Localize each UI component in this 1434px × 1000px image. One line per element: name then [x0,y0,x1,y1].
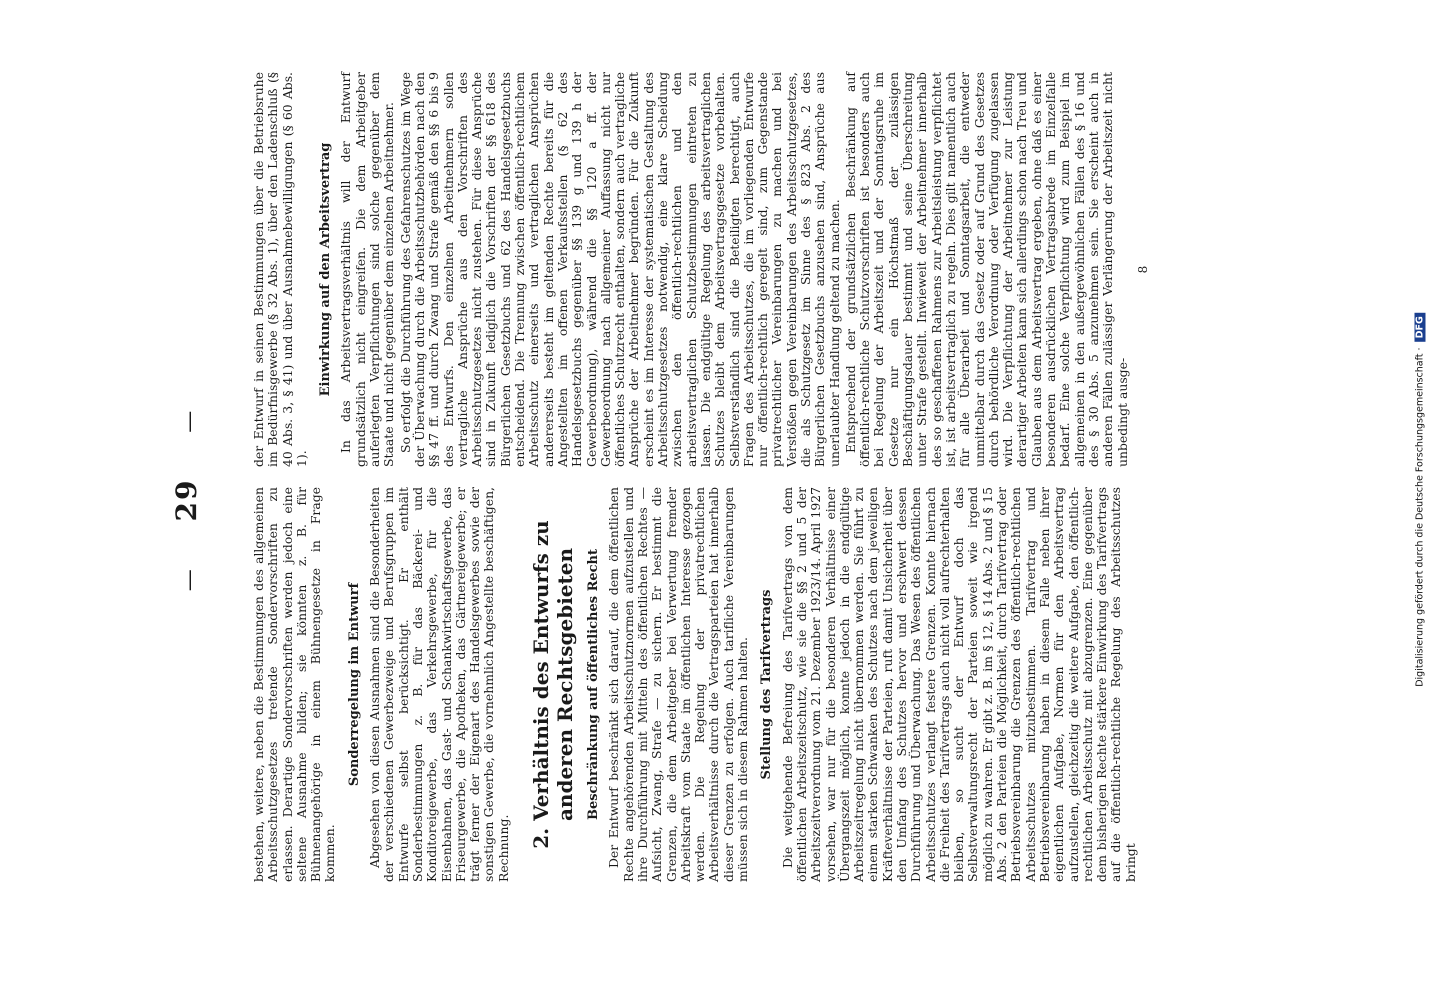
digitization-credit [1415,313,1426,687]
credit-text: Digitalisierung gefördert durch die Deutsche Forschungsgemeinschaft [1414,353,1426,687]
header-dash-right: — [177,408,202,433]
credit-separator: · [1414,344,1426,354]
paragraph: In das Arbeitsvertragsverhältnis will der Entwurf grundsätzlich nicht eingreifen. Die dem Arbeitgeber auferlegten Verpflichtungen sind solche gegenüber dem Staate und nicht gegenüber dem einzelnen Arbeitnehmer. [338,72,397,467]
chapter-heading: 2. Verhältnis des Entwurfs zu anderen Rechtsgebieten [529,520,578,849]
section-heading: Beschränkung auf öffentliches Recht [586,548,602,821]
left-column [252,487,1140,882]
paragraph: Die weitgehende Befreiung des Tarifvertrags von dem öffentlichen Arbeitszeitschutz, wie sie die §§ 2 und 5 der Arbeitszeitverordnung vom 21. Dezember 1923/14. April 1927 vorsehen, war nur für die besonderen Verhältnisse einer Übergangszeit möglich, konnte jedoch in die endgültige Arbeitszeitregelung nicht übernommen werden. Sie führt zu einem starken Schwanken des Schutzes nach dem jeweiligen Kräfteverhältnisse der Parteien, ruft damit Unsicherheit über den Umfang des Schutzes hervor und erschwert dessen Durchführung und Überwachung. Das Wesen des öffentlichen Arbeitsschutzes verlangt festere Grenzen. Konnte hiernach die Freiheit des Tarifvertrags auch nicht voll aufrechterhalten bleiben, so sucht der Entwurf doch das Selbstverwaltungsrecht der Parteien soweit wie irgend möglich zu wahren. Er gibt z. B. im § 12, § 14 Abs. 2 und § 15 Abs. 2 den Parteien die Möglichkeit, durch Tarifvertrag oder Betriebsvereinbarung die Grenzen des öffentlich-rechtlichen Arbeitsschutzes mitzubestimmen. Tarifvertrag und Betriebsvereinbarung haben in diesem Falle neben ihrer eigentlichen Aufgabe, Normen für den Arbeitsvertrag aufzustellen, gleichzeitig die weitere Aufgabe, den öffentlich-rechtlichen Arbeitsschutz mit abzugrenzen. Eine gegenüber dem bisherigen Rechte stärkere Einwirkung des Tarifvertrags auf die öffentlich-rechtliche Regelung des Arbeitsschutzes bringt [779,487,1138,882]
section-heading: Stellung des Tarifvertrags [759,589,775,780]
paragraph: Abgesehen von diesen Ausnahmen sind die Besonderheiten der verschiedenen Gewerbezweige und Berufsgruppen im Entwurfe selbst berücksichtigt. Er enthält Sonderbestimmungen z. B. für das Bäckerei- und Konditoreigewerbe, das Verkehrsgewerbe, für die Eisenbahnen, das Gast- und Schankwirtschaftsgewerbe, das Friseurgewerbe, die Apotheken, das Gärtnereigewerbe; er trägt ferner der Eigenart des Handelsgewerbes sowie der sonstigen Gewerbe, die vornehmlich Angestellte beschäftigen, Rechnung. [367,487,511,882]
rotated-page [152,70,1282,930]
paragraph: bestehen, weitere, neben die Bestimmungen des allgemeinen Arbeitsschutzgesetzes tretende Sondervorschriften zu erlassen. Derartige Sondervorschriften werden jedoch eine seltene Ausnahme bilden; sie könnten z. B. für Bühnenangehörige in einem Bühnengesetze in Frage kommen. [251,487,338,882]
paragraph: Entsprechend der grundsätzlichen Beschränkung auf öffentlich-rechtliche Schutzvorschriften ist besonders auch bei Regelung der Arbeitszeit und der Sonntagsruhe im Gesetze nur ein Höchstmaß der zulässigen Beschäftigungsdauer bestimmt und seine Überschreitung unter Strafe gestellt. Inwieweit der Arbeitnehmer innerhalb des so geschaffenen Rahmens zur Arbeitsleistung verpflichtet ist, ist arbeitsvertraglich zu regeln. Dies gilt namentlich auch für alle Überarbeit und Sonntagsarbeit, die entweder unmittelbar durch das Gesetz oder auf Grund des Gesetzes durch behördliche Verordnung oder Verfügung zugelassen wird. Die Verpflichtung der Arbeitnehmer zur Leistung derartiger Arbeiten kann sich allerdings schon nach Treu und Glauben aus dem Arbeitsvertrag ergeben, ohne daß es einer besonderen ausdrücklichen Vertragsabrede im Einzelfalle bedarf. Eine solche Verpflichtung wird zum Beispiel im allgemeinen in den außergewöhnlichen Fällen des § 16 und des § 30 Abs. 5 anzunehmen sein. Sie erscheint auch in anderen Fällen zulässiger Verlängerung der Arbeitszeit nicht unbedingt ausge- [842,72,1130,467]
dfg-logo: DFG [1415,313,1426,341]
section-heading: Sonderregelung im Entwurf [346,582,362,787]
paragraph: der Entwurf in seinen Bestimmungen über die Betriebsruhe im Bedürfnisgewerbe (§ 32 Abs. 1), über den Ladenschluß (§ 40 Abs. 3, § 41) und über Ausnahmebewilligungen (§ 60 Abs. 1). [251,72,309,467]
right-column [252,72,1150,467]
page-header [170,70,203,930]
signature-mark: 8 [1135,265,1150,274]
header-dash-left: — [177,567,202,592]
section-heading: Einwirkung auf den Arbeitsvertrag [318,142,334,397]
paragraph: Der Entwurf beschränkt sich darauf, die dem öffentlichen Rechte angehörenden Arbeitsschutznormen aufzustellen und ihre Durchführung mit Mitteln des öffentlichen Rechtes — Aufsicht, Zwang, Strafe — zu sichern. Er bestimmt die Grenzen, die dem Arbeitgeber bei Verwertung fremder Arbeitskraft vom Staate im öffentlichen Interesse gezogen werden. Die Regelung der privatrechtlichen Arbeitsverhältnisse durch die Vertragsparteien hat innerhalb dieser Grenzen zu erfolgen. Auch tarifliche Vereinbarungen müssen sich in diesem Rahmen halten. [606,487,751,882]
paragraph: So erfolgt die Durchführung des Gefahrenschutzes im Wege der Überwachung durch die Arbeitsschutzbehörden nach den §§ 47 ff. und durch Zwang und Strafe gemäß den §§ 6 bis 9 des Entwurfs. Den einzelnen Arbeitnehmern sollen vertragliche Ansprüche aus den Vorschriften des Arbeitsschutzgesetzes nicht zustehen. Für diese Ansprüche sind in Zukunft lediglich die Vorschriften der §§ 618 des Bürgerlichen Gesetzbuchs und 62 des Handelsgesetzbuchs entscheidend. Die Trennung zwischen öffentlich-rechtlichem Arbeitsschutz einerseits und vertraglichen Ansprüchen andererseits besteht im geltenden Rechte bereits für die Angestellten im offenen Verkaufsstellen (§ 62 des Handelsgesetzbuchs gegenüber §§ 139 g und 139 h der Gewerbeordnung), während die §§ 120 a ff. der Gewerbeordnung nach allgemeiner Auffassung nicht nur öffentliches Schutzrecht enthalten, sondern auch vertragliche Ansprüche der Arbeitnehmer begründen. Für die Zukunft erscheint es im Interesse der systematischen Gestaltung des Arbeitsschutzgesetzes notwendig, eine klare Scheidung zwischen den öffentlich-rechtlichen und den arbeitsvertraglichen Schutzbestimmungen eintreten zu lassen. Die endgültige Regelung des arbeitsvertraglichen Schutzes bleibt dem Arbeitsvertragsgesetze vorbehalten. Selbstverständlich sind die Beteiligten berechtigt, auch Fragen des Arbeitsschutzes, die im vorliegenden Entwurfe nur öffentlich-rechtlich geregelt sind, zum Gegenstande privatrechtlicher Vereinbarungen zu machen und bei Verstößen gegen Vereinbarungen des Arbeitsschutzgesetzes, die als Schutzgesetz im Sinne des § 823 Abs. 2 des Bürgerlichen Gesetzbuchs anzusehen sind, Ansprüche aus unerlaubter Handlung geltend zu machen. [397,72,842,467]
page-number: 29 [170,478,203,522]
